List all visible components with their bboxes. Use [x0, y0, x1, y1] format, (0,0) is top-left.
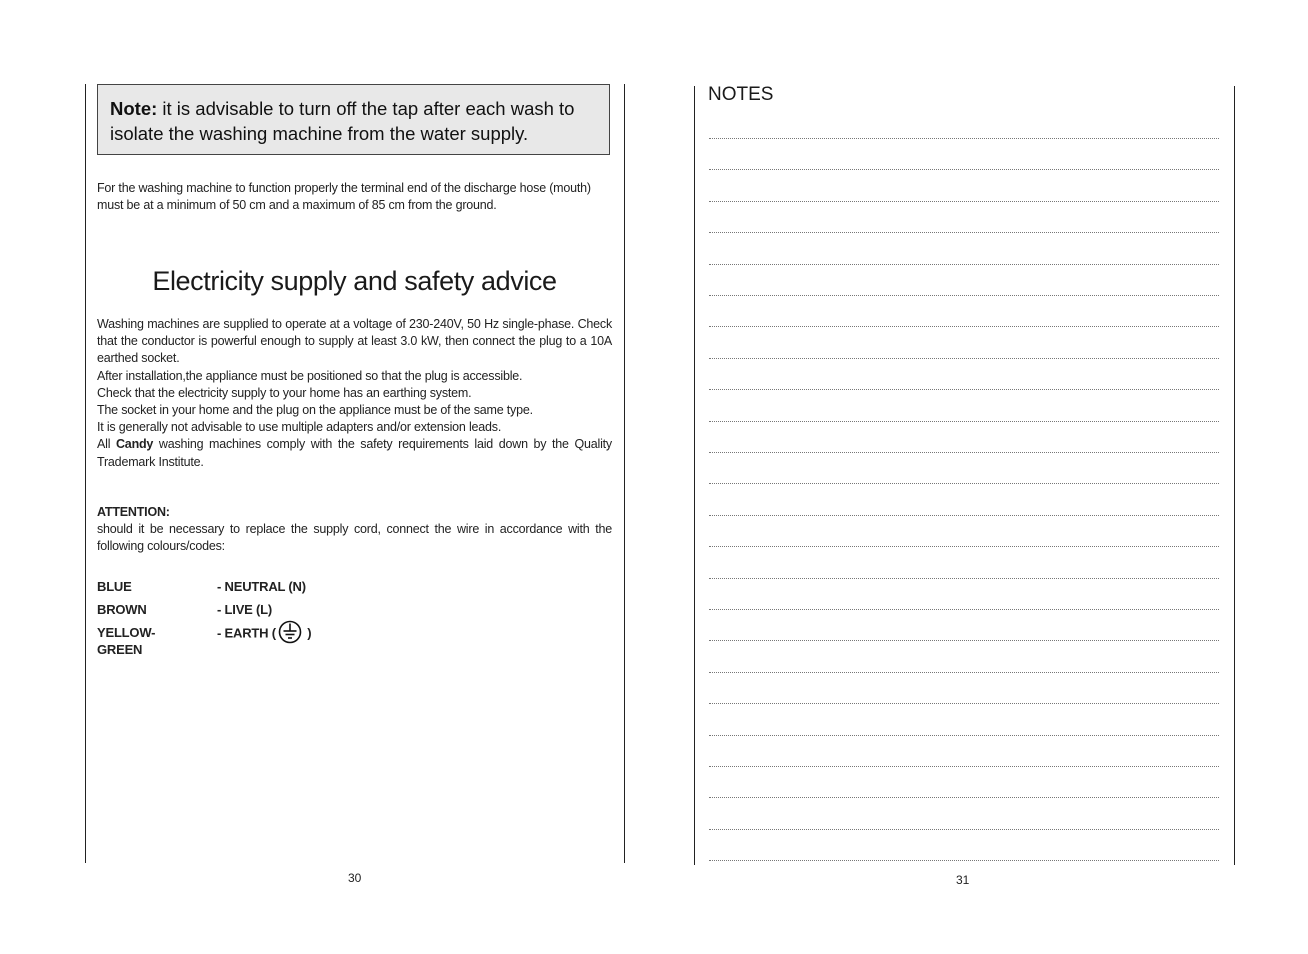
body-paragraph-adapters: It is generally not advisable to use multiple adapters and/or extension leads. — [97, 420, 502, 435]
note-line — [709, 766, 1219, 767]
body-paragraph-compliance — [97, 436, 612, 470]
attention-block — [97, 504, 612, 556]
note-line — [709, 421, 1219, 422]
note-line — [709, 483, 1219, 484]
note-line — [709, 232, 1219, 233]
note-line — [709, 295, 1219, 296]
attention-text: should it be necessary to replace the supply cord, connect the wire in accordance with the following colours/codes: — [97, 522, 612, 554]
note-box — [97, 84, 610, 155]
right-page-left-border — [694, 86, 695, 865]
note-line — [709, 358, 1219, 359]
note-line — [709, 452, 1219, 453]
discharge-paragraph: For the washing machine to function properly the terminal end of the discharge hose (mouth) must be at a minimum of 50 cm and a maximum of 85 cm from the ground. — [97, 181, 591, 213]
earth-code-post: ) — [303, 625, 312, 641]
note-line — [709, 169, 1219, 170]
page-number-right: 31 — [956, 873, 970, 887]
note-line — [709, 515, 1219, 516]
wire-color: YELLOW-GREEN — [97, 625, 156, 657]
compliance-pre: All — [97, 437, 116, 452]
earth-ground-icon — [278, 620, 302, 644]
note-line — [709, 326, 1219, 327]
note-line — [709, 578, 1219, 579]
note-line — [709, 201, 1219, 202]
wire-color: BROWN — [97, 602, 147, 617]
wire-code: - NEUTRAL (N) — [217, 579, 306, 594]
note-line — [709, 829, 1219, 830]
wire-code: - LIVE (L) — [217, 602, 273, 617]
note-line — [709, 797, 1219, 798]
note-line — [709, 640, 1219, 641]
body-paragraph-earthing: Check that the electricity supply to your home has an earthing system. — [97, 385, 472, 400]
note-label: Note: — [110, 98, 158, 119]
body-paragraph-voltage: Washing machines are supplied to operate at a voltage of 230-240V, 50 Hz single-phase. Check that the conductor is powerful enough to supply at least 3.0 kW, then connect the plug to a 10A earthed socket. — [97, 317, 612, 366]
note-line — [709, 264, 1219, 265]
section-heading: Electricity supply and safety advice — [152, 266, 557, 296]
note-line — [709, 703, 1219, 704]
note-text: it is advisable to turn off the tap after each wash to isolate the washing machine from the water supply. — [110, 98, 575, 144]
note-line — [709, 609, 1219, 610]
brand-name: Candy — [115, 437, 154, 452]
body-paragraph-socket: The socket in your home and the plug on the appliance must be of the same type. — [97, 403, 533, 418]
body-paragraph-position: After installation,the appliance must be positioned so that the plug is accessible. — [97, 368, 523, 383]
note-line — [709, 389, 1219, 390]
right-page-right-border — [1234, 86, 1235, 865]
attention-title: ATTENTION: — [97, 505, 170, 519]
note-line — [709, 735, 1219, 736]
note-line — [709, 138, 1219, 139]
wire-color: BLUE — [97, 579, 132, 594]
note-line — [709, 546, 1219, 547]
note-line — [709, 860, 1219, 861]
electricity-body — [97, 316, 612, 471]
page-number-left: 30 — [348, 871, 362, 885]
notes-title: NOTES — [708, 84, 774, 105]
left-page-right-border — [624, 84, 625, 863]
note-line — [709, 672, 1219, 673]
compliance-post: washing machines comply with the safety requirements laid down by the Quality Trademark Institute. — [97, 437, 612, 469]
earth-code-pre: - EARTH ( — [217, 625, 276, 641]
left-page-left-border — [85, 84, 86, 863]
wire-code — [217, 624, 311, 644]
